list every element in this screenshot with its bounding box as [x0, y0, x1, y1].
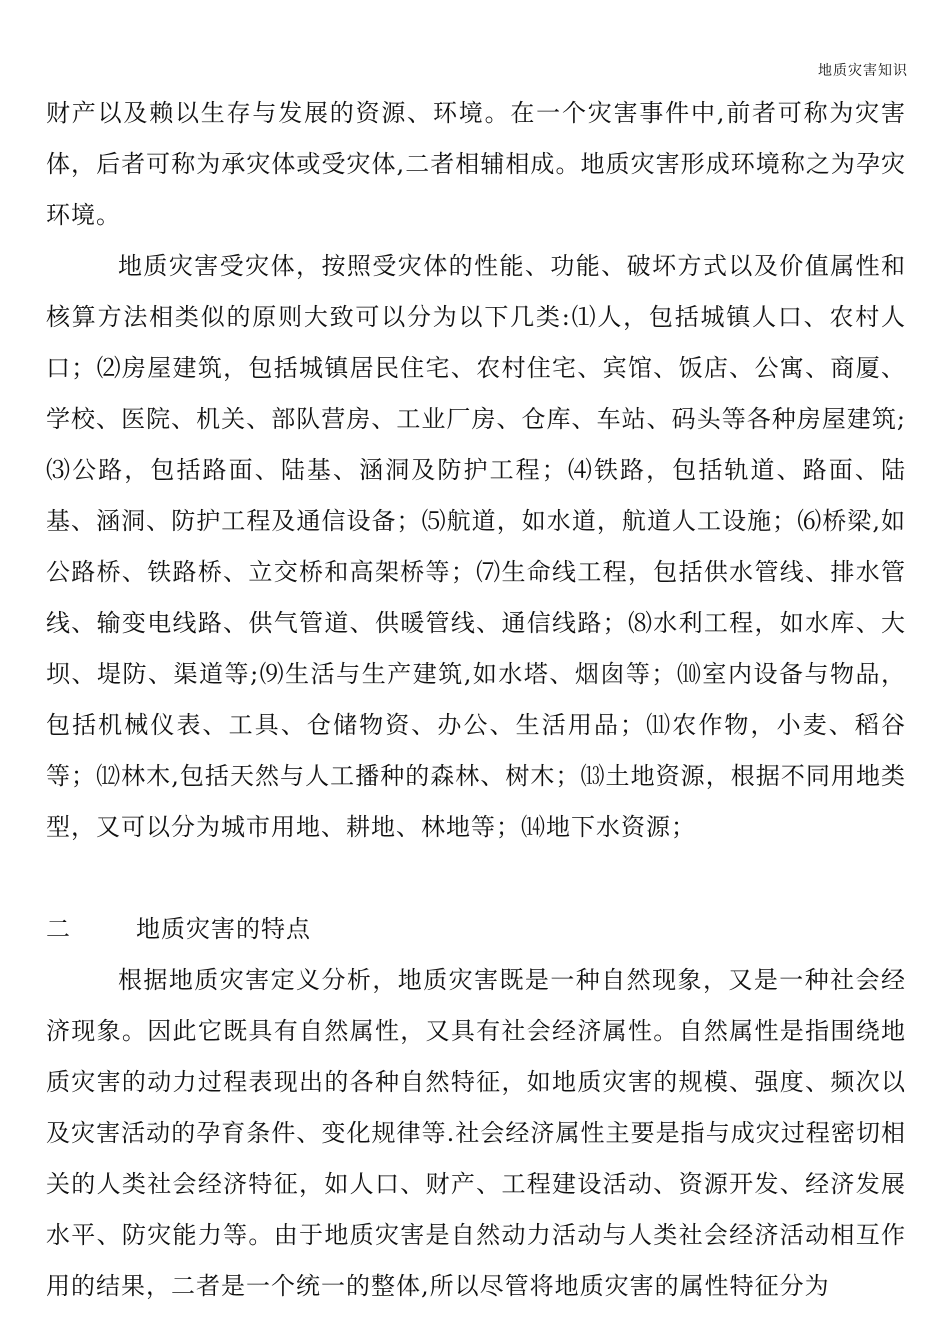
- paragraph-continuation: 财产以及赖以生存与发展的资源、环境。在一个灾害事件中,前者可称为灾害体，后者可称为承灾体或受灾体,二者相辅相成。地质灾害形成环境称之为孕灾环境。: [46, 99, 906, 229]
- section-heading: [46, 904, 906, 955]
- section-title: 地质灾害的特点: [136, 915, 311, 943]
- blank-line: [46, 853, 906, 904]
- paragraph-disaster-bearing-bodies: 地质灾害受灾体，按照受灾体的性能、功能、破坏方式以及价值属性和核算方法相类似的原则大致可以分为以下几类:⑴人，包括城镇人口、农村人口；⑵房屋建筑，包括城镇居民住宅、农村住宅、宾馆、饭店、公寓、商厦、学校、医院、机关、部队营房、工业厂房、仓库、车站、码头等各种房屋建筑;⑶公路，包括路面、陆基、涵洞及防护工程；⑷铁路，包括轨道、路面、陆基、涵洞、防护工程及通信设备；⑸航道，如水道，航道人工设施；⑹桥梁,如公路桥、铁路桥、立交桥和高架桥等；⑺生命线工程，包括供水管线、排水管线、输变电线路、供气管道、供暖管线、通信线路；⑻水利工程，如水库、大坝、堤防、渠道等;⑼生活与生产建筑,如水塔、烟囱等；⑽室内设备与物品，包括机械仪表、工具、仓储物资、办公、生活用品；⑾农作物，小麦、稻谷等；⑿林木,包括天然与人工播种的森林、树木；⒀土地资源，根据不同用地类型，又可以分为城市用地、耕地、林地等；⒁地下水资源；: [46, 252, 906, 841]
- running-header: 地质灾害知识: [818, 63, 908, 79]
- section-number: 二: [46, 915, 71, 943]
- paragraph-characteristics: 根据地质灾害定义分析，地质灾害既是一种自然现象，又是一种社会经济现象。因此它既具有自然属性，又具有社会经济属性。自然属性是指围绕地质灾害的动力过程表现出的各种自然特征，如地质灾害的规模、强度、频次以及灾害活动的孕育条件、变化规律等.社会经济属性主要是指与成灾过程密切相关的人类社会经济特征，如人口、财产、工程建设活动、资源开发、经济发展水平、防灾能力等。由于地质灾害是自然动力活动与人类社会经济活动相互作用的结果，二者是一个统一的整体,所以尽管将地质灾害的属性特征分为: [46, 966, 906, 1300]
- body-text: [46, 88, 906, 1312]
